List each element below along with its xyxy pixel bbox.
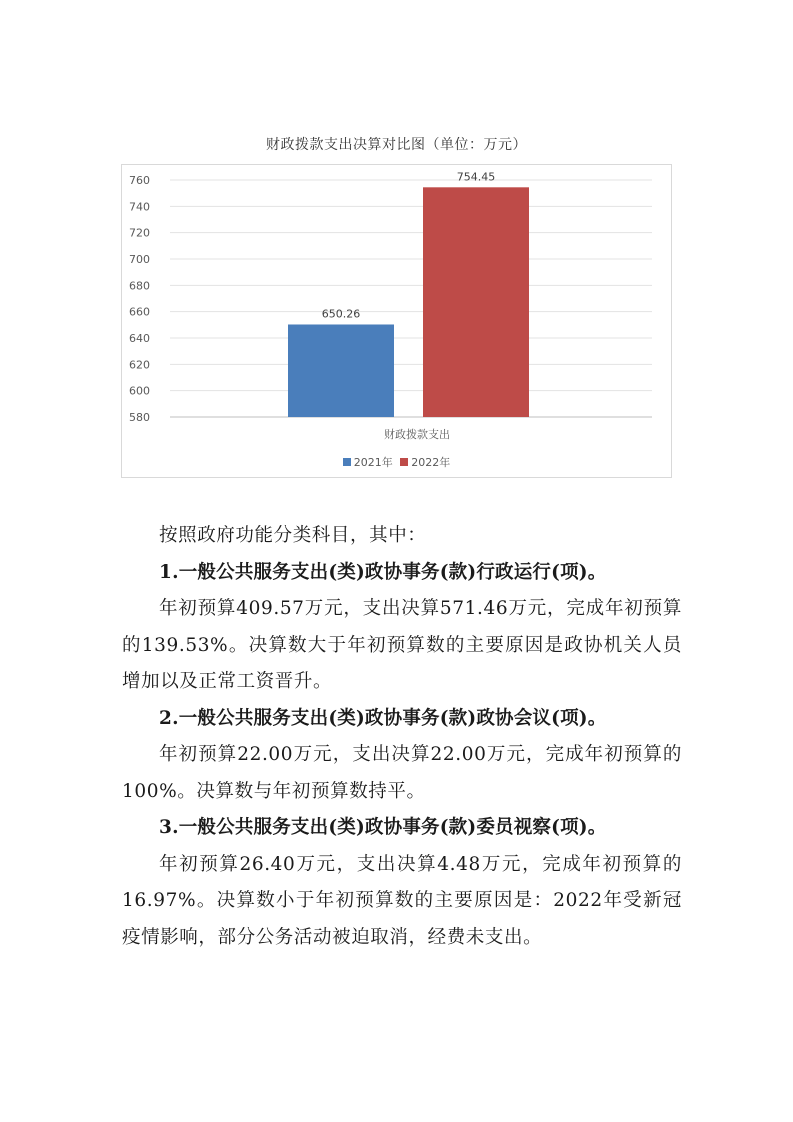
intro-paragraph: 按照政府功能分类科目，其中： bbox=[159, 525, 427, 546]
y-tick-label: 680 bbox=[129, 279, 150, 293]
legend-label-2022: 2022年 bbox=[411, 456, 451, 469]
section-text-1: 年初预算409.57万元，支出决算571.46万元，完成年初预算的139.53%。决算数大于年初预算数的主要原因是政协机关人员增加以及正常工资晋升。 bbox=[122, 598, 682, 692]
section-heading-1: 1.一般公共服务支出(类)政协事务(款)行政运行(项)。 bbox=[159, 561, 607, 583]
y-tick-label: 660 bbox=[129, 305, 150, 319]
section-text-2: 年初预算22.00万元，支出决算22.00万元，完成年初预算的100%。决算数与年初预算数持平。 bbox=[122, 744, 682, 802]
y-tick-label: 580 bbox=[129, 411, 150, 424]
y-tick-label: 620 bbox=[129, 358, 150, 372]
y-tick-label: 740 bbox=[129, 200, 150, 214]
legend-swatch-2021 bbox=[343, 458, 351, 466]
data-label: 650.26 bbox=[321, 307, 361, 321]
legend-item-2022 bbox=[400, 454, 450, 470]
data-label: 754.45 bbox=[456, 170, 496, 184]
y-tick-label: 640 bbox=[129, 332, 150, 345]
x-category-label: 财政拨款支出 bbox=[384, 428, 450, 441]
bar-2021年 bbox=[288, 324, 394, 417]
chart-area bbox=[121, 164, 672, 478]
y-tick-label: 700 bbox=[129, 253, 150, 266]
section-heading-3: 3.一般公共服务支出(类)政协事务(款)委员视察(项)。 bbox=[159, 817, 607, 838]
legend-swatch-2022 bbox=[400, 458, 408, 466]
chart-legend bbox=[122, 454, 671, 470]
section-heading-2: 2.一般公共服务支出(类)政协事务(款)政协会议(项)。 bbox=[159, 707, 607, 729]
y-tick-label: 760 bbox=[129, 174, 150, 187]
y-tick-label: 600 bbox=[129, 384, 150, 398]
legend-label-2021: 2021年 bbox=[353, 456, 393, 469]
bar-2022年 bbox=[423, 187, 529, 417]
bar-chart bbox=[122, 165, 671, 477]
y-tick-label: 720 bbox=[129, 226, 150, 240]
section-text-3: 年初预算26.40万元，支出决算4.48万元，完成年初预算的16.97%。决算数小于年初预算数的主要原因是：2022年受新冠疫情影响，部分公务活动被迫取消，经费未支出。 bbox=[122, 853, 682, 948]
chart-title: 财政拨款支出决算对比图（单位：万元） bbox=[266, 137, 527, 153]
document-body bbox=[122, 518, 682, 956]
legend-item-2021 bbox=[343, 454, 393, 470]
